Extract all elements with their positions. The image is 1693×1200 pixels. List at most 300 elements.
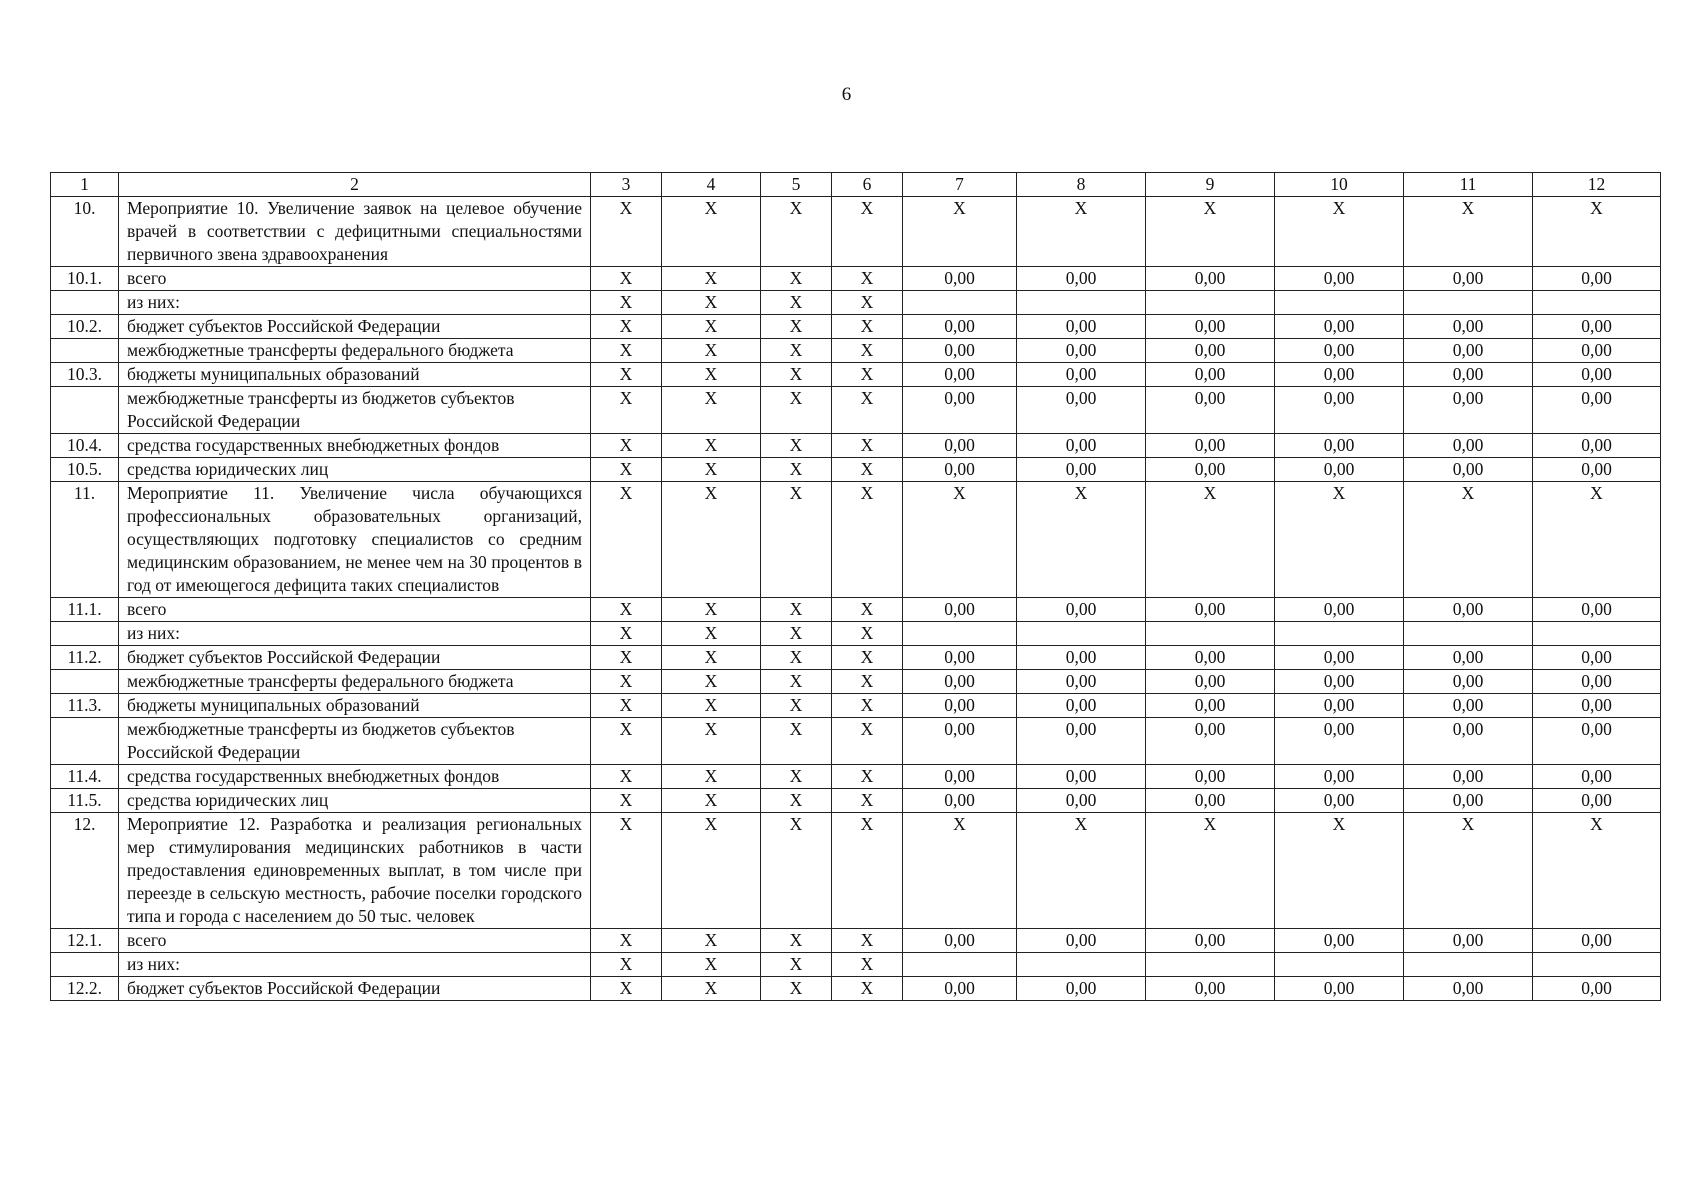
cell-value: 0,00 <box>1404 694 1533 718</box>
table-row <box>51 929 1661 953</box>
cell-mark: X <box>761 339 832 363</box>
cell-value: 0,00 <box>903 977 1017 1001</box>
cell-value: X <box>1533 482 1661 598</box>
cell-value <box>1404 953 1533 977</box>
cell-mark: X <box>761 622 832 646</box>
cell-value: 0,00 <box>903 598 1017 622</box>
row-number: 11.1. <box>51 598 119 622</box>
cell-mark: X <box>591 315 662 339</box>
cell-value: 0,00 <box>903 458 1017 482</box>
cell-value: 0,00 <box>1146 929 1275 953</box>
cell-value: 0,00 <box>1533 434 1661 458</box>
row-number: 12. <box>51 813 119 929</box>
cell-mark: X <box>832 482 903 598</box>
cell-value: X <box>1275 813 1404 929</box>
table-row <box>51 339 1661 363</box>
cell-value: 0,00 <box>1404 387 1533 434</box>
table-row <box>51 363 1661 387</box>
cell-value: X <box>903 482 1017 598</box>
cell-mark: X <box>761 646 832 670</box>
table-row <box>51 622 1661 646</box>
row-number: 10.5. <box>51 458 119 482</box>
cell-value: 0,00 <box>1017 646 1146 670</box>
row-description: межбюджетные трансферты из бюджетов субъектов Российской Федерации <box>119 718 591 765</box>
cell-value: 0,00 <box>1146 363 1275 387</box>
cell-value: 0,00 <box>1404 789 1533 813</box>
cell-value <box>903 291 1017 315</box>
cell-value: 0,00 <box>1275 718 1404 765</box>
cell-value: X <box>1017 197 1146 267</box>
cell-mark: X <box>591 765 662 789</box>
row-number <box>51 622 119 646</box>
cell-mark: X <box>591 622 662 646</box>
cell-value: 0,00 <box>1017 765 1146 789</box>
cell-mark: X <box>591 977 662 1001</box>
cell-value: 0,00 <box>1146 977 1275 1001</box>
cell-value: 0,00 <box>1146 387 1275 434</box>
row-description: средства юридических лиц <box>119 458 591 482</box>
column-header: 8 <box>1017 173 1146 197</box>
row-description: Мероприятие 11. Увеличение числа обучающихся профессиональных образовательных организаций, осуществляющих подготовку специалистов со средним медицинским образованием, не менее чем на 30 процентов в год от имеющегося дефицита таких специалистов <box>119 482 591 598</box>
row-number: 10.1. <box>51 267 119 291</box>
table-row <box>51 765 1661 789</box>
cell-mark: X <box>662 339 761 363</box>
cell-mark: X <box>591 434 662 458</box>
table-body <box>51 197 1661 1001</box>
table-header-row <box>51 173 1661 197</box>
cell-mark: X <box>761 458 832 482</box>
cell-mark: X <box>761 813 832 929</box>
table-row <box>51 291 1661 315</box>
row-number: 10.4. <box>51 434 119 458</box>
cell-value: 0,00 <box>1404 670 1533 694</box>
cell-value: 0,00 <box>1404 267 1533 291</box>
cell-mark: X <box>832 339 903 363</box>
cell-value: 0,00 <box>1146 670 1275 694</box>
row-description: бюджет субъектов Российской Федерации <box>119 977 591 1001</box>
cell-value <box>1533 622 1661 646</box>
cell-value: 0,00 <box>1146 646 1275 670</box>
column-header: 4 <box>662 173 761 197</box>
cell-mark: X <box>832 646 903 670</box>
row-description: бюджеты муниципальных образований <box>119 363 591 387</box>
cell-value: 0,00 <box>1533 977 1661 1001</box>
cell-value: 0,00 <box>1275 789 1404 813</box>
cell-value <box>1404 291 1533 315</box>
cell-mark: X <box>662 929 761 953</box>
cell-value: 0,00 <box>1146 765 1275 789</box>
cell-mark: X <box>662 646 761 670</box>
cell-value: 0,00 <box>903 387 1017 434</box>
cell-value: 0,00 <box>1404 339 1533 363</box>
cell-mark: X <box>662 977 761 1001</box>
table-row <box>51 315 1661 339</box>
cell-value: 0,00 <box>1533 718 1661 765</box>
cell-value: 0,00 <box>1404 434 1533 458</box>
column-header: 3 <box>591 173 662 197</box>
cell-value: 0,00 <box>1146 694 1275 718</box>
cell-value: 0,00 <box>903 646 1017 670</box>
cell-value: 0,00 <box>1404 765 1533 789</box>
cell-value: 0,00 <box>1275 434 1404 458</box>
cell-mark: X <box>591 598 662 622</box>
cell-mark: X <box>662 267 761 291</box>
cell-value: 0,00 <box>1146 718 1275 765</box>
cell-value: 0,00 <box>1275 929 1404 953</box>
row-description: средства государственных внебюджетных фондов <box>119 434 591 458</box>
cell-value: 0,00 <box>1275 387 1404 434</box>
row-description: из них: <box>119 953 591 977</box>
row-number: 12.2. <box>51 977 119 1001</box>
cell-value: 0,00 <box>1275 339 1404 363</box>
column-header: 5 <box>761 173 832 197</box>
row-number <box>51 953 119 977</box>
cell-value: 0,00 <box>1533 339 1661 363</box>
cell-value <box>1275 622 1404 646</box>
cell-value <box>1017 622 1146 646</box>
table-row <box>51 197 1661 267</box>
row-number: 12.1. <box>51 929 119 953</box>
table-row <box>51 813 1661 929</box>
cell-mark: X <box>662 291 761 315</box>
cell-value: X <box>1404 482 1533 598</box>
cell-mark: X <box>832 598 903 622</box>
cell-mark: X <box>832 929 903 953</box>
cell-mark: X <box>662 197 761 267</box>
cell-value: 0,00 <box>1404 646 1533 670</box>
cell-value <box>1146 953 1275 977</box>
cell-value: X <box>1017 813 1146 929</box>
cell-value: 0,00 <box>1275 363 1404 387</box>
cell-mark: X <box>591 694 662 718</box>
table-row <box>51 718 1661 765</box>
cell-value: 0,00 <box>1533 458 1661 482</box>
cell-value: 0,00 <box>1017 339 1146 363</box>
cell-value: 0,00 <box>1533 387 1661 434</box>
cell-value: X <box>1533 197 1661 267</box>
cell-mark: X <box>832 267 903 291</box>
cell-mark: X <box>832 718 903 765</box>
cell-mark: X <box>761 315 832 339</box>
cell-value: 0,00 <box>1275 670 1404 694</box>
cell-value: X <box>1017 482 1146 598</box>
cell-value <box>1146 291 1275 315</box>
cell-mark: X <box>832 363 903 387</box>
column-header: 6 <box>832 173 903 197</box>
cell-value <box>1146 622 1275 646</box>
row-description: всего <box>119 929 591 953</box>
cell-mark: X <box>662 718 761 765</box>
row-number <box>51 670 119 694</box>
cell-mark: X <box>832 458 903 482</box>
cell-mark: X <box>662 953 761 977</box>
cell-mark: X <box>832 622 903 646</box>
row-description: из них: <box>119 622 591 646</box>
cell-value: 0,00 <box>1017 789 1146 813</box>
cell-value: 0,00 <box>1146 789 1275 813</box>
column-header: 2 <box>119 173 591 197</box>
cell-value: 0,00 <box>1017 718 1146 765</box>
column-header: 9 <box>1146 173 1275 197</box>
row-description: бюджеты муниципальных образований <box>119 694 591 718</box>
cell-value: 0,00 <box>1017 929 1146 953</box>
row-description: Мероприятие 12. Разработка и реализация региональных мер стимулирования медицинских работников в части предоставления единовременных выплат, в том числе при переезде в сельскую местность, рабочие поселки городского типа и города с населением до 50 тыс. человек <box>119 813 591 929</box>
cell-mark: X <box>761 694 832 718</box>
row-description: межбюджетные трансферты федерального бюджета <box>119 670 591 694</box>
cell-value: 0,00 <box>1017 458 1146 482</box>
cell-value <box>903 953 1017 977</box>
cell-value <box>903 622 1017 646</box>
cell-mark: X <box>591 363 662 387</box>
row-description: средства государственных внебюджетных фондов <box>119 765 591 789</box>
cell-mark: X <box>591 267 662 291</box>
cell-value: 0,00 <box>1275 694 1404 718</box>
cell-value: 0,00 <box>1404 315 1533 339</box>
cell-value: 0,00 <box>903 267 1017 291</box>
cell-value: 0,00 <box>903 434 1017 458</box>
cell-mark: X <box>761 363 832 387</box>
table-row <box>51 482 1661 598</box>
cell-value: 0,00 <box>1017 434 1146 458</box>
cell-value: X <box>903 813 1017 929</box>
cell-value: 0,00 <box>903 339 1017 363</box>
cell-mark: X <box>832 813 903 929</box>
cell-mark: X <box>761 197 832 267</box>
cell-value: 0,00 <box>1275 315 1404 339</box>
cell-value: 0,00 <box>1404 598 1533 622</box>
cell-value <box>1533 291 1661 315</box>
cell-value <box>1275 953 1404 977</box>
cell-mark: X <box>832 670 903 694</box>
table-row <box>51 267 1661 291</box>
cell-value: 0,00 <box>1146 458 1275 482</box>
cell-mark: X <box>832 387 903 434</box>
row-number: 11.5. <box>51 789 119 813</box>
cell-mark: X <box>832 315 903 339</box>
budget-table <box>50 172 1661 1001</box>
cell-value <box>1017 953 1146 977</box>
cell-value: 0,00 <box>1404 977 1533 1001</box>
row-number <box>51 718 119 765</box>
row-number: 11. <box>51 482 119 598</box>
cell-mark: X <box>662 458 761 482</box>
table-row <box>51 646 1661 670</box>
cell-value: X <box>903 197 1017 267</box>
cell-value: 0,00 <box>1275 646 1404 670</box>
cell-value: 0,00 <box>1017 363 1146 387</box>
cell-value: 0,00 <box>1017 977 1146 1001</box>
cell-mark: X <box>832 953 903 977</box>
cell-mark: X <box>591 482 662 598</box>
row-number: 11.2. <box>51 646 119 670</box>
cell-value: 0,00 <box>903 789 1017 813</box>
page-number: 6 <box>841 84 852 105</box>
cell-value: 0,00 <box>1146 339 1275 363</box>
table-row <box>51 434 1661 458</box>
cell-value: 0,00 <box>1146 315 1275 339</box>
cell-mark: X <box>761 267 832 291</box>
column-header: 7 <box>903 173 1017 197</box>
cell-mark: X <box>662 622 761 646</box>
cell-value: 0,00 <box>903 929 1017 953</box>
cell-value: 0,00 <box>903 670 1017 694</box>
cell-value: 0,00 <box>1533 670 1661 694</box>
cell-mark: X <box>591 646 662 670</box>
table-row <box>51 694 1661 718</box>
row-description: всего <box>119 598 591 622</box>
row-number: 11.3. <box>51 694 119 718</box>
cell-mark: X <box>591 953 662 977</box>
cell-mark: X <box>591 813 662 929</box>
cell-mark: X <box>761 598 832 622</box>
cell-value <box>1275 291 1404 315</box>
cell-mark: X <box>591 339 662 363</box>
cell-mark: X <box>662 765 761 789</box>
cell-mark: X <box>832 765 903 789</box>
cell-mark: X <box>761 953 832 977</box>
cell-mark: X <box>662 482 761 598</box>
cell-mark: X <box>662 694 761 718</box>
row-number <box>51 339 119 363</box>
cell-value: 0,00 <box>1404 363 1533 387</box>
row-number <box>51 387 119 434</box>
cell-value: 0,00 <box>1404 718 1533 765</box>
cell-value: 0,00 <box>903 363 1017 387</box>
cell-value: 0,00 <box>1275 267 1404 291</box>
cell-mark: X <box>832 789 903 813</box>
row-number: 10.3. <box>51 363 119 387</box>
cell-mark: X <box>761 482 832 598</box>
cell-value: 0,00 <box>1017 694 1146 718</box>
cell-value: 0,00 <box>1017 598 1146 622</box>
cell-mark: X <box>662 789 761 813</box>
table-row <box>51 789 1661 813</box>
cell-value: 0,00 <box>1146 267 1275 291</box>
cell-mark: X <box>662 670 761 694</box>
cell-mark: X <box>662 598 761 622</box>
cell-value: 0,00 <box>1017 387 1146 434</box>
cell-mark: X <box>761 291 832 315</box>
column-header: 10 <box>1275 173 1404 197</box>
cell-mark: X <box>761 670 832 694</box>
cell-value: 0,00 <box>903 315 1017 339</box>
cell-value: 0,00 <box>1404 929 1533 953</box>
cell-mark: X <box>832 694 903 718</box>
cell-mark: X <box>662 387 761 434</box>
cell-mark: X <box>591 929 662 953</box>
cell-value <box>1404 622 1533 646</box>
row-description: Мероприятие 10. Увеличение заявок на целевое обучение врачей в соответствии с дефицитными специальностями первичного звена здравоохранения <box>119 197 591 267</box>
table-row <box>51 598 1661 622</box>
cell-mark: X <box>591 387 662 434</box>
table-row <box>51 458 1661 482</box>
cell-value: 0,00 <box>1017 315 1146 339</box>
cell-mark: X <box>832 291 903 315</box>
column-header: 12 <box>1533 173 1661 197</box>
row-number <box>51 291 119 315</box>
cell-mark: X <box>761 718 832 765</box>
cell-value: 0,00 <box>1533 789 1661 813</box>
cell-mark: X <box>662 434 761 458</box>
cell-mark: X <box>832 197 903 267</box>
cell-value <box>1017 291 1146 315</box>
row-description: бюджет субъектов Российской Федерации <box>119 646 591 670</box>
cell-value: X <box>1146 197 1275 267</box>
cell-mark: X <box>832 977 903 1001</box>
cell-mark: X <box>761 434 832 458</box>
row-description: бюджет субъектов Российской Федерации <box>119 315 591 339</box>
table-row <box>51 977 1661 1001</box>
cell-mark: X <box>761 765 832 789</box>
cell-value: X <box>1146 813 1275 929</box>
cell-value: 0,00 <box>1146 434 1275 458</box>
cell-mark: X <box>761 929 832 953</box>
table-row <box>51 387 1661 434</box>
row-description: средства юридических лиц <box>119 789 591 813</box>
cell-value: X <box>1275 197 1404 267</box>
cell-value: X <box>1404 197 1533 267</box>
cell-value: 0,00 <box>1533 929 1661 953</box>
cell-value <box>1533 953 1661 977</box>
cell-value: 0,00 <box>1533 363 1661 387</box>
cell-value: 0,00 <box>1404 458 1533 482</box>
cell-value: 0,00 <box>1533 598 1661 622</box>
column-header: 11 <box>1404 173 1533 197</box>
cell-value: 0,00 <box>1275 765 1404 789</box>
cell-mark: X <box>662 315 761 339</box>
cell-value: X <box>1404 813 1533 929</box>
cell-value: 0,00 <box>1017 267 1146 291</box>
cell-mark: X <box>591 197 662 267</box>
cell-mark: X <box>591 718 662 765</box>
cell-value: 0,00 <box>1533 765 1661 789</box>
row-number: 11.4. <box>51 765 119 789</box>
cell-mark: X <box>761 977 832 1001</box>
cell-mark: X <box>832 434 903 458</box>
cell-value: 0,00 <box>1275 598 1404 622</box>
cell-mark: X <box>591 291 662 315</box>
cell-mark: X <box>662 813 761 929</box>
cell-value: 0,00 <box>1533 267 1661 291</box>
cell-value: X <box>1533 813 1661 929</box>
row-description: из них: <box>119 291 591 315</box>
cell-value: 0,00 <box>1275 977 1404 1001</box>
row-description: всего <box>119 267 591 291</box>
cell-value: 0,00 <box>903 718 1017 765</box>
cell-value: 0,00 <box>1533 315 1661 339</box>
table-row <box>51 670 1661 694</box>
cell-mark: X <box>591 670 662 694</box>
cell-value: X <box>1146 482 1275 598</box>
cell-mark: X <box>591 789 662 813</box>
column-header: 1 <box>51 173 119 197</box>
cell-value: 0,00 <box>1017 670 1146 694</box>
cell-value: 0,00 <box>1533 646 1661 670</box>
row-description: межбюджетные трансферты из бюджетов субъектов Российской Федерации <box>119 387 591 434</box>
cell-value: 0,00 <box>1146 598 1275 622</box>
cell-value: 0,00 <box>1533 694 1661 718</box>
cell-value: 0,00 <box>1275 458 1404 482</box>
cell-mark: X <box>662 363 761 387</box>
cell-mark: X <box>591 458 662 482</box>
row-number: 10. <box>51 197 119 267</box>
cell-value: 0,00 <box>903 694 1017 718</box>
row-number: 10.2. <box>51 315 119 339</box>
row-description: межбюджетные трансферты федерального бюджета <box>119 339 591 363</box>
table-row <box>51 953 1661 977</box>
cell-mark: X <box>761 387 832 434</box>
cell-mark: X <box>761 789 832 813</box>
